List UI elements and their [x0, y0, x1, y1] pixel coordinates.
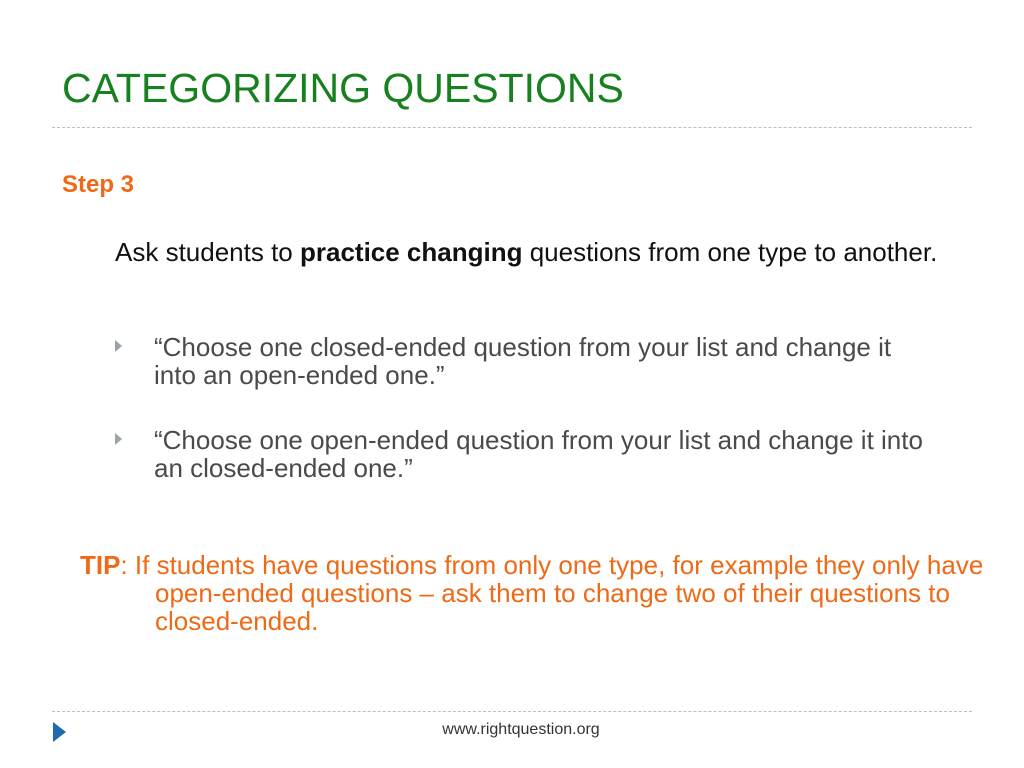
- intro-emphasis: practice changing: [299, 237, 523, 267]
- tip-separator: :: [120, 550, 135, 580]
- triangle-right-icon: [115, 433, 122, 445]
- footer-divider: [52, 711, 972, 712]
- tip-text: If students have questions from only one type, for example they only have open-ended questions – ask them to change two of their questions to closed-ended.: [134, 550, 984, 636]
- tip-label: TIP: [80, 550, 121, 580]
- intro-paragraph: [115, 238, 965, 266]
- step-heading: Step 3: [62, 171, 135, 198]
- bullet-text: “Choose one closed-ended question from your list and change it into an open-ended one.”: [154, 332, 892, 390]
- intro-text-after: questions from one type to another.: [522, 237, 938, 267]
- bullet-item: [115, 426, 935, 482]
- slide-title: CATEGORIZING QUESTIONS: [62, 65, 624, 111]
- bullet-text: “Choose one open-ended question from your list and change it into an closed-ended one.”: [154, 425, 923, 483]
- title-divider: [52, 127, 972, 128]
- footer-url[interactable]: www.rightquestion.org: [442, 721, 600, 738]
- bullet-item: [115, 333, 935, 389]
- intro-text-before: Ask students to: [115, 237, 300, 267]
- tip-paragraph: [80, 551, 1015, 635]
- triangle-right-icon: [115, 340, 122, 352]
